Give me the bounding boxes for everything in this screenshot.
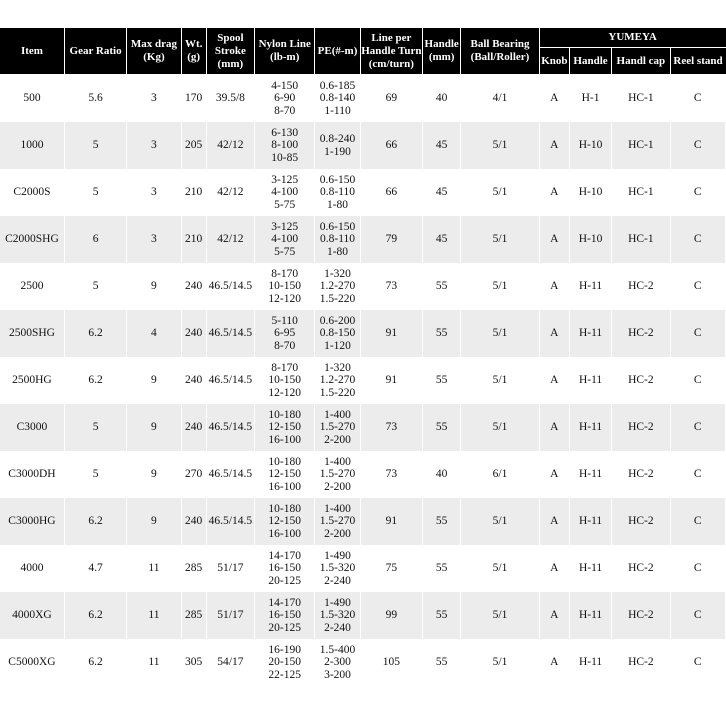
cell-handle-length: 45 <box>423 216 461 263</box>
cell-handle-part: H-11 <box>569 592 611 639</box>
cell-nylon-line-line: 3-125 <box>271 220 299 233</box>
cell-gear-ratio: 6.2 <box>64 310 126 357</box>
cell-pe-line: 2-240 <box>324 621 351 634</box>
cell-ball-bearing: 4/1 <box>461 75 539 123</box>
header-row <box>0 28 726 48</box>
cell-handle-length: 45 <box>423 169 461 216</box>
cell-handle-part: H-1 <box>569 75 611 123</box>
header-line-per-turn: Line per Handle Turn (cm/turn) <box>360 28 422 75</box>
cell-gear-ratio: 6.2 <box>64 357 126 404</box>
cell-pe-line: 3-200 <box>324 668 351 681</box>
cell-pe <box>315 216 360 263</box>
header-item: Item <box>0 28 64 75</box>
cell-reel-stand: C <box>670 216 725 263</box>
cell-handle-cap: HC-2 <box>612 263 670 310</box>
cell-nylon-line-line: 16-100 <box>268 527 301 540</box>
cell-ball-bearing: 5/1 <box>461 404 539 451</box>
cell-pe-line: 1.5-270 <box>319 515 356 528</box>
cell-item: C2000S <box>0 169 64 216</box>
cell-nylon-line-line: 22-125 <box>268 668 301 681</box>
cell-line-per-turn: 91 <box>360 498 422 545</box>
cell-nylon-line-line: 10-85 <box>271 151 299 164</box>
cell-nylon-line <box>255 639 315 686</box>
cell-knob: A <box>539 122 569 169</box>
cell-handle-cap: HC-1 <box>612 122 670 169</box>
cell-knob: A <box>539 169 569 216</box>
cell-line-per-turn: 99 <box>360 592 422 639</box>
cell-max-drag: 3 <box>127 122 181 169</box>
table-row <box>0 75 726 123</box>
cell-gear-ratio: 5 <box>64 169 126 216</box>
header-handle-length: Handle (mm) <box>423 28 461 75</box>
cell-item: C3000 <box>0 404 64 451</box>
cell-ball-bearing: 5/1 <box>461 310 539 357</box>
cell-spool-stroke: 51/17 <box>206 592 254 639</box>
cell-handle-length: 55 <box>423 404 461 451</box>
cell-nylon-line-line: 8-170 <box>271 361 299 374</box>
cell-pe-line: 2-240 <box>324 574 351 587</box>
cell-reel-stand: C <box>670 545 725 592</box>
cell-nylon-line-line: 4-150 <box>271 79 299 92</box>
cell-nylon-line-line: 16-150 <box>268 609 301 622</box>
cell-item: 1000 <box>0 122 64 169</box>
cell-max-drag: 9 <box>127 498 181 545</box>
cell-weight: 285 <box>181 545 206 592</box>
cell-nylon-line-line: 14-170 <box>268 549 301 562</box>
cell-spool-stroke: 46.5/14.5 <box>206 357 254 404</box>
cell-handle-part: H-10 <box>569 169 611 216</box>
cell-gear-ratio: 5 <box>64 404 126 451</box>
cell-line-per-turn: 69 <box>360 75 422 123</box>
cell-pe-line: 0.8-140 <box>319 92 356 105</box>
cell-weight: 240 <box>181 404 206 451</box>
cell-handle-part: H-11 <box>569 498 611 545</box>
cell-handle-cap: HC-2 <box>612 545 670 592</box>
cell-pe-line: 1-110 <box>324 104 351 117</box>
cell-nylon-line-line: 16-100 <box>268 433 301 446</box>
cell-item: 4000 <box>0 545 64 592</box>
cell-pe <box>315 122 360 169</box>
cell-max-drag: 3 <box>127 169 181 216</box>
cell-pe-line: 1.5-220 <box>319 292 356 305</box>
header-yumeya-group: YUMEYA <box>539 28 725 48</box>
cell-pe <box>315 263 360 310</box>
cell-nylon-line-line: 8-100 <box>271 139 299 152</box>
cell-nylon-line <box>255 404 315 451</box>
table-row <box>0 639 726 686</box>
cell-max-drag: 9 <box>127 404 181 451</box>
cell-ball-bearing: 5/1 <box>461 263 539 310</box>
cell-handle-part: H-11 <box>569 263 611 310</box>
cell-max-drag: 3 <box>127 75 181 123</box>
cell-ball-bearing: 5/1 <box>461 357 539 404</box>
table-row <box>0 451 726 498</box>
cell-nylon-line-line: 16-190 <box>268 643 301 656</box>
cell-pe-line: 1.5-320 <box>319 609 356 622</box>
cell-nylon-line-line: 5-75 <box>274 245 296 258</box>
cell-max-drag: 3 <box>127 216 181 263</box>
header-knob: Knob <box>539 48 569 75</box>
cell-pe <box>315 169 360 216</box>
cell-handle-cap: HC-2 <box>612 310 670 357</box>
header-ball-bearing: Ball Bearing (Ball/Roller) <box>461 28 539 75</box>
table-row <box>0 404 726 451</box>
cell-pe-line: 0.6-150 <box>319 220 356 233</box>
cell-handle-length: 55 <box>423 592 461 639</box>
cell-nylon-line-line: 10-150 <box>268 374 301 387</box>
cell-pe-line: 1.2-270 <box>319 280 356 293</box>
cell-line-per-turn: 79 <box>360 216 422 263</box>
cell-handle-part: H-11 <box>569 357 611 404</box>
table-row <box>0 122 726 169</box>
cell-max-drag: 11 <box>127 639 181 686</box>
cell-pe-line: 1.5-400 <box>319 643 356 656</box>
cell-reel-stand: C <box>670 122 725 169</box>
header-reel-stand: Reel stand <box>670 48 725 75</box>
cell-pe <box>315 639 360 686</box>
cell-nylon-line-line: 12-120 <box>268 386 301 399</box>
cell-reel-stand: C <box>670 310 725 357</box>
cell-max-drag: 9 <box>127 357 181 404</box>
cell-handle-length: 40 <box>423 75 461 123</box>
cell-nylon-line-line: 5-110 <box>271 314 298 327</box>
cell-gear-ratio: 6 <box>64 216 126 263</box>
cell-reel-stand: C <box>670 451 725 498</box>
cell-reel-stand: C <box>670 75 725 123</box>
header-weight: Wt. (g) <box>181 28 206 75</box>
cell-spool-stroke: 54/17 <box>206 639 254 686</box>
cell-weight: 305 <box>181 639 206 686</box>
cell-nylon-line <box>255 263 315 310</box>
cell-pe-line: 2-200 <box>324 480 351 493</box>
cell-handle-cap: HC-2 <box>612 451 670 498</box>
cell-handle-length: 55 <box>423 498 461 545</box>
cell-pe <box>315 592 360 639</box>
cell-knob: A <box>539 592 569 639</box>
cell-nylon-line <box>255 75 315 123</box>
cell-nylon-line-line: 16-150 <box>268 562 301 575</box>
cell-nylon-line-line: 6-130 <box>271 126 299 139</box>
cell-gear-ratio: 5 <box>64 451 126 498</box>
cell-nylon-line-line: 10-180 <box>268 455 301 468</box>
cell-line-per-turn: 73 <box>360 451 422 498</box>
cell-line-per-turn: 91 <box>360 357 422 404</box>
cell-nylon-line-line: 16-100 <box>268 480 301 493</box>
cell-pe-line: 1-80 <box>326 245 349 258</box>
cell-spool-stroke: 46.5/14.5 <box>206 498 254 545</box>
cell-nylon-line-line: 8-170 <box>271 267 299 280</box>
cell-gear-ratio: 4.7 <box>64 545 126 592</box>
cell-pe <box>315 310 360 357</box>
cell-handle-cap: HC-1 <box>612 75 670 123</box>
cell-nylon-line-line: 20-125 <box>268 574 301 587</box>
table-row <box>0 263 726 310</box>
cell-item: C5000XG <box>0 639 64 686</box>
cell-weight: 240 <box>181 357 206 404</box>
cell-handle-length: 45 <box>423 122 461 169</box>
cell-spool-stroke: 46.5/14.5 <box>206 310 254 357</box>
header-pe: PE(#-m) <box>315 28 360 75</box>
header-max-drag: Max drag (Kg) <box>127 28 181 75</box>
cell-item: C3000DH <box>0 451 64 498</box>
cell-pe-line: 1-120 <box>324 339 351 352</box>
cell-item: C2000SHG <box>0 216 64 263</box>
cell-nylon-line-line: 20-150 <box>268 656 301 669</box>
cell-spool-stroke: 46.5/14.5 <box>206 263 254 310</box>
cell-knob: A <box>539 404 569 451</box>
cell-handle-length: 55 <box>423 639 461 686</box>
cell-max-drag: 4 <box>127 310 181 357</box>
cell-nylon-line-line: 12-120 <box>268 292 301 305</box>
cell-handle-cap: HC-2 <box>612 357 670 404</box>
cell-nylon-line-line: 6-95 <box>274 327 296 340</box>
cell-item: 500 <box>0 75 64 123</box>
table-row <box>0 310 726 357</box>
cell-nylon-line-line: 20-125 <box>268 621 301 634</box>
cell-reel-stand: C <box>670 639 725 686</box>
cell-ball-bearing: 5/1 <box>461 498 539 545</box>
cell-weight: 210 <box>181 216 206 263</box>
cell-pe-line: 1-400 <box>324 502 351 515</box>
cell-line-per-turn: 66 <box>360 122 422 169</box>
cell-pe-line: 0.8-110 <box>320 233 356 246</box>
cell-reel-stand: C <box>670 357 725 404</box>
cell-handle-part: H-11 <box>569 451 611 498</box>
cell-knob: A <box>539 216 569 263</box>
cell-item: 2500SHG <box>0 310 64 357</box>
cell-pe-line: 1.5-220 <box>319 386 356 399</box>
cell-pe-line: 1.5-320 <box>319 562 356 575</box>
cell-pe-line: 1.5-270 <box>319 421 356 434</box>
cell-nylon-line-line: 12-150 <box>268 468 301 481</box>
cell-handle-part: H-11 <box>569 639 611 686</box>
cell-line-per-turn: 73 <box>360 404 422 451</box>
cell-pe-line: 2-300 <box>324 656 351 669</box>
cell-knob: A <box>539 639 569 686</box>
cell-nylon-line-line: 12-150 <box>268 421 301 434</box>
cell-reel-stand: C <box>670 498 725 545</box>
cell-pe <box>315 75 360 123</box>
table-row <box>0 357 726 404</box>
cell-ball-bearing: 5/1 <box>461 592 539 639</box>
cell-handle-length: 55 <box>423 357 461 404</box>
cell-pe-line: 2-200 <box>324 433 351 446</box>
cell-knob: A <box>539 545 569 592</box>
cell-pe <box>315 498 360 545</box>
cell-line-per-turn: 91 <box>360 310 422 357</box>
table-row <box>0 498 726 545</box>
cell-pe-line: 1-80 <box>326 198 349 211</box>
cell-handle-cap: HC-2 <box>612 404 670 451</box>
cell-gear-ratio: 6.2 <box>64 498 126 545</box>
cell-nylon-line <box>255 498 315 545</box>
cell-pe-line: 1-320 <box>324 267 351 280</box>
cell-spool-stroke: 51/17 <box>206 545 254 592</box>
cell-pe-line: 1-490 <box>324 549 351 562</box>
cell-handle-length: 40 <box>423 451 461 498</box>
cell-pe-line: 0.6-185 <box>319 79 356 92</box>
cell-weight: 170 <box>181 75 206 123</box>
cell-handle-part: H-10 <box>569 216 611 263</box>
table-row <box>0 216 726 263</box>
cell-spool-stroke: 42/12 <box>206 216 254 263</box>
cell-pe <box>315 357 360 404</box>
cell-line-per-turn: 75 <box>360 545 422 592</box>
cell-handle-part: H-11 <box>569 310 611 357</box>
cell-weight: 240 <box>181 498 206 545</box>
table-body <box>0 75 726 687</box>
cell-weight: 270 <box>181 451 206 498</box>
cell-nylon-line <box>255 216 315 263</box>
cell-handle-length: 55 <box>423 263 461 310</box>
cell-handle-part: H-11 <box>569 404 611 451</box>
header-gear-ratio: Gear Ratio <box>64 28 126 75</box>
cell-handle-length: 55 <box>423 545 461 592</box>
cell-knob: A <box>539 75 569 123</box>
cell-pe-line: 1-400 <box>324 408 351 421</box>
cell-item: C3000HG <box>0 498 64 545</box>
cell-max-drag: 11 <box>127 545 181 592</box>
table-row <box>0 592 726 639</box>
cell-pe-line: 0.8-240 <box>319 132 356 145</box>
cell-handle-cap: HC-1 <box>612 169 670 216</box>
cell-spool-stroke: 46.5/14.5 <box>206 404 254 451</box>
cell-line-per-turn: 73 <box>360 263 422 310</box>
header-nylon-line: Nylon Line (lb-m) <box>255 28 315 75</box>
cell-pe-line: 0.8-150 <box>319 327 356 340</box>
cell-knob: A <box>539 357 569 404</box>
cell-weight: 205 <box>181 122 206 169</box>
cell-pe <box>315 404 360 451</box>
cell-item: 2500HG <box>0 357 64 404</box>
cell-gear-ratio: 6.2 <box>64 639 126 686</box>
cell-pe-line: 0.8-110 <box>320 186 356 199</box>
cell-line-per-turn: 105 <box>360 639 422 686</box>
cell-max-drag: 9 <box>127 451 181 498</box>
cell-nylon-line <box>255 357 315 404</box>
cell-pe <box>315 451 360 498</box>
cell-knob: A <box>539 498 569 545</box>
cell-nylon-line-line: 10-180 <box>268 408 301 421</box>
cell-ball-bearing: 5/1 <box>461 216 539 263</box>
cell-nylon-line-line: 14-170 <box>268 596 301 609</box>
header-spool-stroke: Spool Stroke (mm) <box>206 28 254 75</box>
cell-nylon-line-line: 10-150 <box>268 280 301 293</box>
cell-reel-stand: C <box>670 169 725 216</box>
cell-spool-stroke: 42/12 <box>206 122 254 169</box>
cell-item: 2500 <box>0 263 64 310</box>
cell-nylon-line-line: 8-70 <box>274 339 296 352</box>
cell-spool-stroke: 39.5/8 <box>206 75 254 123</box>
cell-weight: 285 <box>181 592 206 639</box>
cell-gear-ratio: 5 <box>64 263 126 310</box>
cell-reel-stand: C <box>670 592 725 639</box>
cell-nylon-line-line: 6-90 <box>274 92 296 105</box>
cell-nylon-line <box>255 451 315 498</box>
cell-handle-length: 55 <box>423 310 461 357</box>
cell-item: 4000XG <box>0 592 64 639</box>
cell-ball-bearing: 5/1 <box>461 545 539 592</box>
cell-pe <box>315 545 360 592</box>
cell-pe-line: 0.6-200 <box>319 314 356 327</box>
cell-max-drag: 9 <box>127 263 181 310</box>
cell-nylon-line-line: 12-150 <box>268 515 301 528</box>
cell-handle-cap: HC-2 <box>612 498 670 545</box>
header-handle-cap: Handl cap <box>612 48 670 75</box>
cell-spool-stroke: 46.5/14.5 <box>206 451 254 498</box>
cell-gear-ratio: 5 <box>64 122 126 169</box>
cell-reel-stand: C <box>670 404 725 451</box>
cell-nylon-line <box>255 592 315 639</box>
cell-ball-bearing: 5/1 <box>461 169 539 216</box>
cell-knob: A <box>539 310 569 357</box>
cell-pe-line: 1.5-270 <box>319 468 356 481</box>
cell-weight: 210 <box>181 169 206 216</box>
cell-pe-line: 0.6-150 <box>319 173 356 186</box>
header-handle-part: Handle <box>569 48 611 75</box>
spec-table <box>0 28 726 686</box>
cell-nylon-line-line: 4-100 <box>271 186 299 199</box>
cell-knob: A <box>539 451 569 498</box>
cell-reel-stand: C <box>670 263 725 310</box>
cell-weight: 240 <box>181 310 206 357</box>
cell-nylon-line <box>255 122 315 169</box>
cell-pe-line: 1-320 <box>324 361 351 374</box>
cell-max-drag: 11 <box>127 592 181 639</box>
cell-pe-line: 1-190 <box>324 145 351 158</box>
cell-ball-bearing: 5/1 <box>461 639 539 686</box>
cell-handle-part: H-11 <box>569 545 611 592</box>
cell-nylon-line-line: 3-125 <box>271 173 299 186</box>
cell-knob: A <box>539 263 569 310</box>
cell-nylon-line <box>255 169 315 216</box>
cell-nylon-line <box>255 545 315 592</box>
cell-nylon-line-line: 8-70 <box>274 104 296 117</box>
cell-nylon-line-line: 4-100 <box>271 233 299 246</box>
cell-handle-cap: HC-1 <box>612 216 670 263</box>
cell-spool-stroke: 42/12 <box>206 169 254 216</box>
cell-ball-bearing: 6/1 <box>461 451 539 498</box>
cell-gear-ratio: 5.6 <box>64 75 126 123</box>
table-row <box>0 169 726 216</box>
cell-gear-ratio: 6.2 <box>64 592 126 639</box>
cell-pe-line: 2-200 <box>324 527 351 540</box>
cell-pe-line: 1-400 <box>324 455 351 468</box>
cell-line-per-turn: 66 <box>360 169 422 216</box>
cell-nylon-line-line: 10-180 <box>268 502 301 515</box>
cell-weight: 240 <box>181 263 206 310</box>
table-row <box>0 545 726 592</box>
cell-nylon-line <box>255 310 315 357</box>
cell-pe-line: 1.2-270 <box>319 374 356 387</box>
cell-ball-bearing: 5/1 <box>461 122 539 169</box>
cell-handle-cap: HC-2 <box>612 639 670 686</box>
cell-handle-part: H-10 <box>569 122 611 169</box>
cell-handle-cap: HC-2 <box>612 592 670 639</box>
cell-nylon-line-line: 5-75 <box>274 198 296 211</box>
cell-pe-line: 1-490 <box>324 596 351 609</box>
